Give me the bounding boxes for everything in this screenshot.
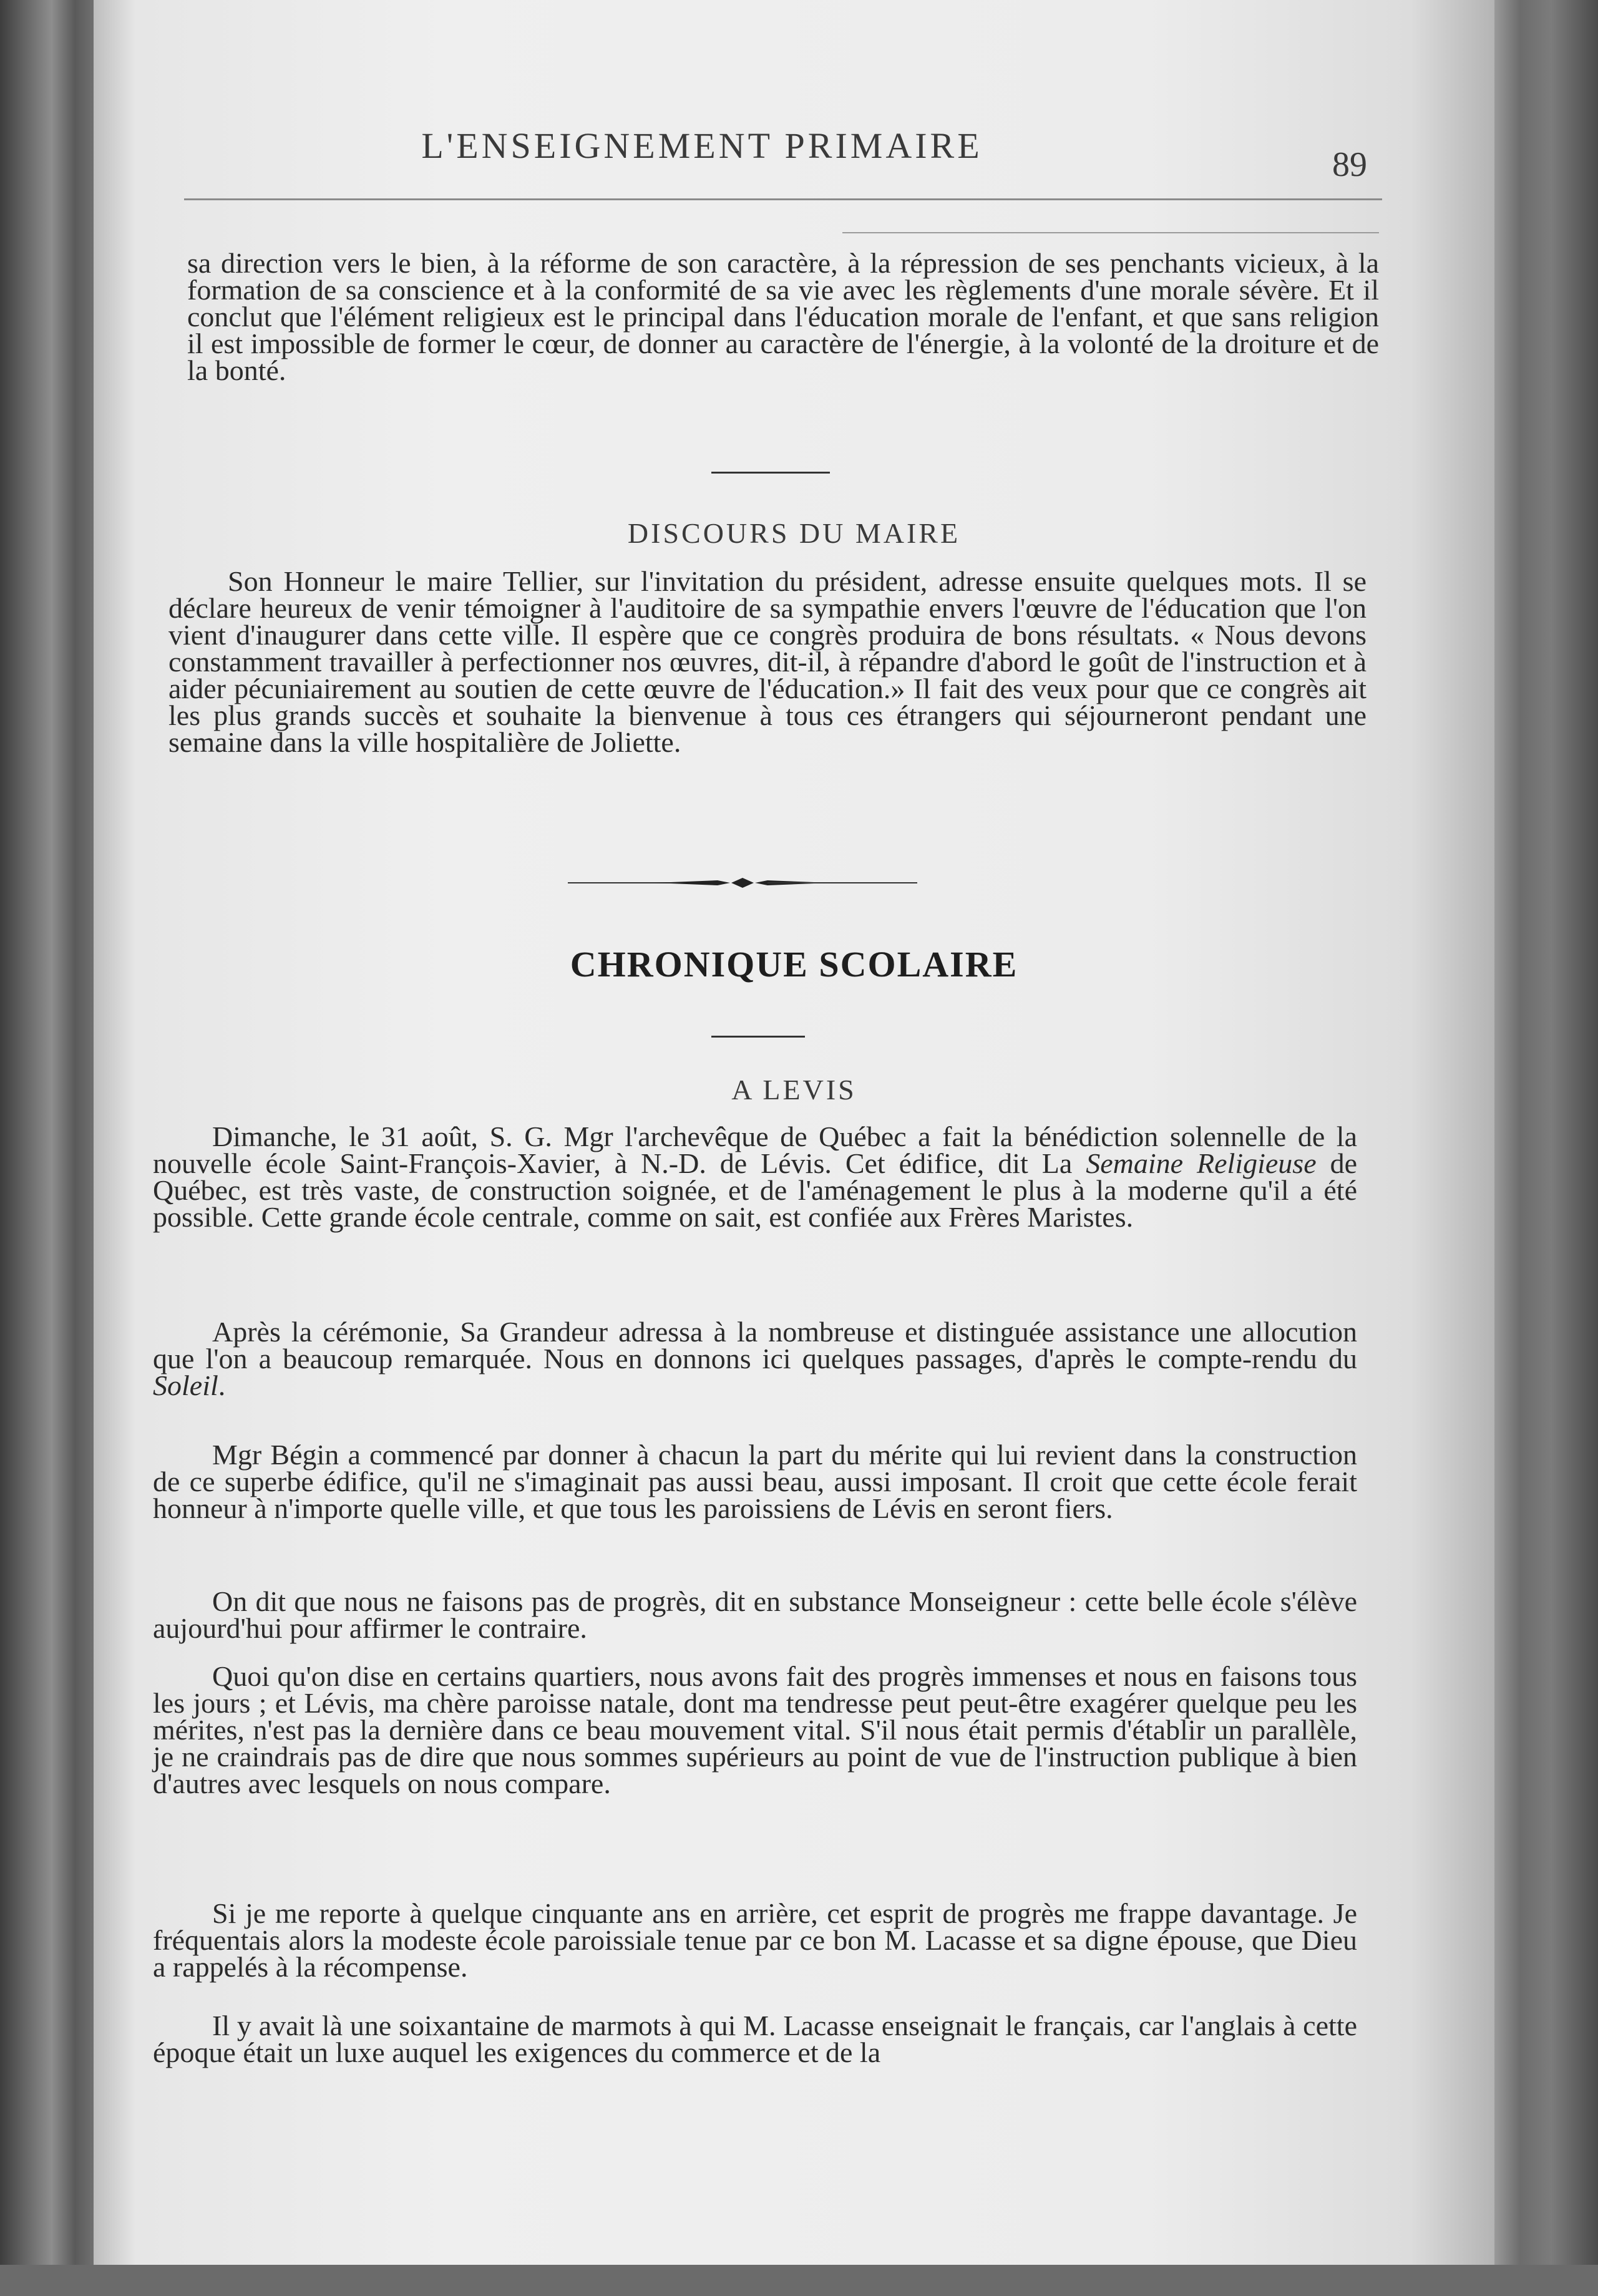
publication-title-semaine: Semaine Religieuse — [1086, 1147, 1317, 1179]
section-rule — [711, 472, 830, 474]
levis-paragraph-4: On dit que nous ne faisons pas de progrès, dit en substance Monseigneur : cette belle école s'élève aujourd'hui pour affirmer le contraire. — [153, 1585, 1357, 1644]
book-edge-bottom — [0, 2265, 1598, 2296]
book-gutter-left — [0, 0, 94, 2296]
chronique-rule — [711, 1036, 805, 1038]
running-title: L'ENSEIGNEMENT PRIMAIRE — [421, 125, 983, 166]
levis-paragraph-6: Si je me reporte à quelque cinquante ans en arrière, cet esprit de progrès me frappe davantage. Je fréquentais alors la modeste école paroissiale tenue par ce bon M. Lacasse et sa digne épouse, que Dieu a rappelés à la récompense. — [153, 1897, 1357, 1983]
book-page — [94, 0, 1494, 2265]
publication-title-soleil: Soleil — [153, 1369, 218, 1401]
page-number: 89 — [1332, 145, 1367, 184]
levis-paragraph-2: Après la cérémonie, Sa Grandeur adressa à la nombreuse et distinguée assistance une allocution que l'on a beaucoup remarquée. Nous en donnons ici quelques passages, d'après le compte-rendu du Soleil. — [153, 1316, 1357, 1401]
book-edge-right — [1494, 0, 1598, 2296]
subsection-title-levis: A LEVIS — [731, 1074, 857, 1106]
levis-paragraph-5: Quoi qu'on dise en certains quartiers, nous avons fait des progrès immenses et nous en faisons tous les jours ; et Lévis, ma chère paroisse natale, dont ma tendresse peut peut-être exagérer quelque peu les mérites, n'est pas la dernière dans ce beau mouvement vital. S'il nous était permis d'établir un parallèle, je ne craindrais pas de dire que nous sommes supérieurs au point de vue de l'instruction publique à bien d'autres avec lesquels on nous compare. — [153, 1660, 1357, 1799]
section-title-chronique: CHRONIQUE SCOLAIRE — [570, 944, 1018, 985]
levis-paragraph-7: Il y avait là une soixantaine de marmots à qui M. Lacasse enseignait le français, car l'anglais à cette époque était un luxe auquel les exigences du commerce et de la — [153, 2010, 1357, 2068]
discours-paragraph: Son Honneur le maire Tellier, sur l'invitation du président, adresse ensuite quelques mots. Il se déclare heureux de venir témoigner à l'auditoire de sa sympathie envers l'œuvre de l'éducation que l'on vient d'inaugurer dans cette ville. Il espère que ce congrès produira de bons résultats. « Nous devons constamment travailler à perfectionner nos œuvres, dit-il, à répandre d'abord le goût de l'instruction et à aider pécuniairement au soutien de cette œuvre de l'éducation.» Il fait des veux pour que ce congrès ait les plus grands succès et souhaite la bienvenue à tous ces étrangers qui séjourneront pendant une semaine dans la ville hospitalière de Joliette. — [168, 565, 1367, 758]
intro-paragraph: sa direction vers le bien, à la réforme de son caractère, à la répression de ses penchants vicieux, à la formation de sa conscience et à la conformité de sa vie avec les règlements d'une morale sévère. Et il conclut que l'élément religieux est le principal dans l'éducation morale de l'enfant, et que sans religion il est impossible de former le cœur, de donner au caractère de l'énergie, à la volonté de la droiture et de la bonté. — [187, 247, 1379, 386]
header-rule-secondary — [842, 232, 1379, 233]
section-title-discours: DISCOURS DU MAIRE — [627, 517, 961, 549]
levis-paragraph-3: Mgr Bégin a commencé par donner à chacun la part du mérite qui lui revient dans la construction de ce superbe édifice, qu'il ne s'imaginait pas aussi beau, aussi imposant. Il croit que cette école ferait honneur à n'importe quelle ville, et que tous les paroissiens de Lévis en seront fiers. — [153, 1439, 1357, 1524]
levis-paragraph-1: Dimanche, le 31 août, S. G. Mgr l'archevêque de Québec a fait la bénédiction solennelle de la nouvelle école Saint-François-Xavier, à N.-D. de Lévis. Cet édifice, dit La Semaine Religieuse de Québec, est très vaste, de construction soignée, et de l'aménagement le plus à la moderne qu'il a été possible. Cette grande école centrale, comme on sait, est confiée aux Frères Maristes. — [153, 1121, 1357, 1233]
ornament-divider — [568, 873, 917, 892]
header-rule — [184, 198, 1382, 200]
